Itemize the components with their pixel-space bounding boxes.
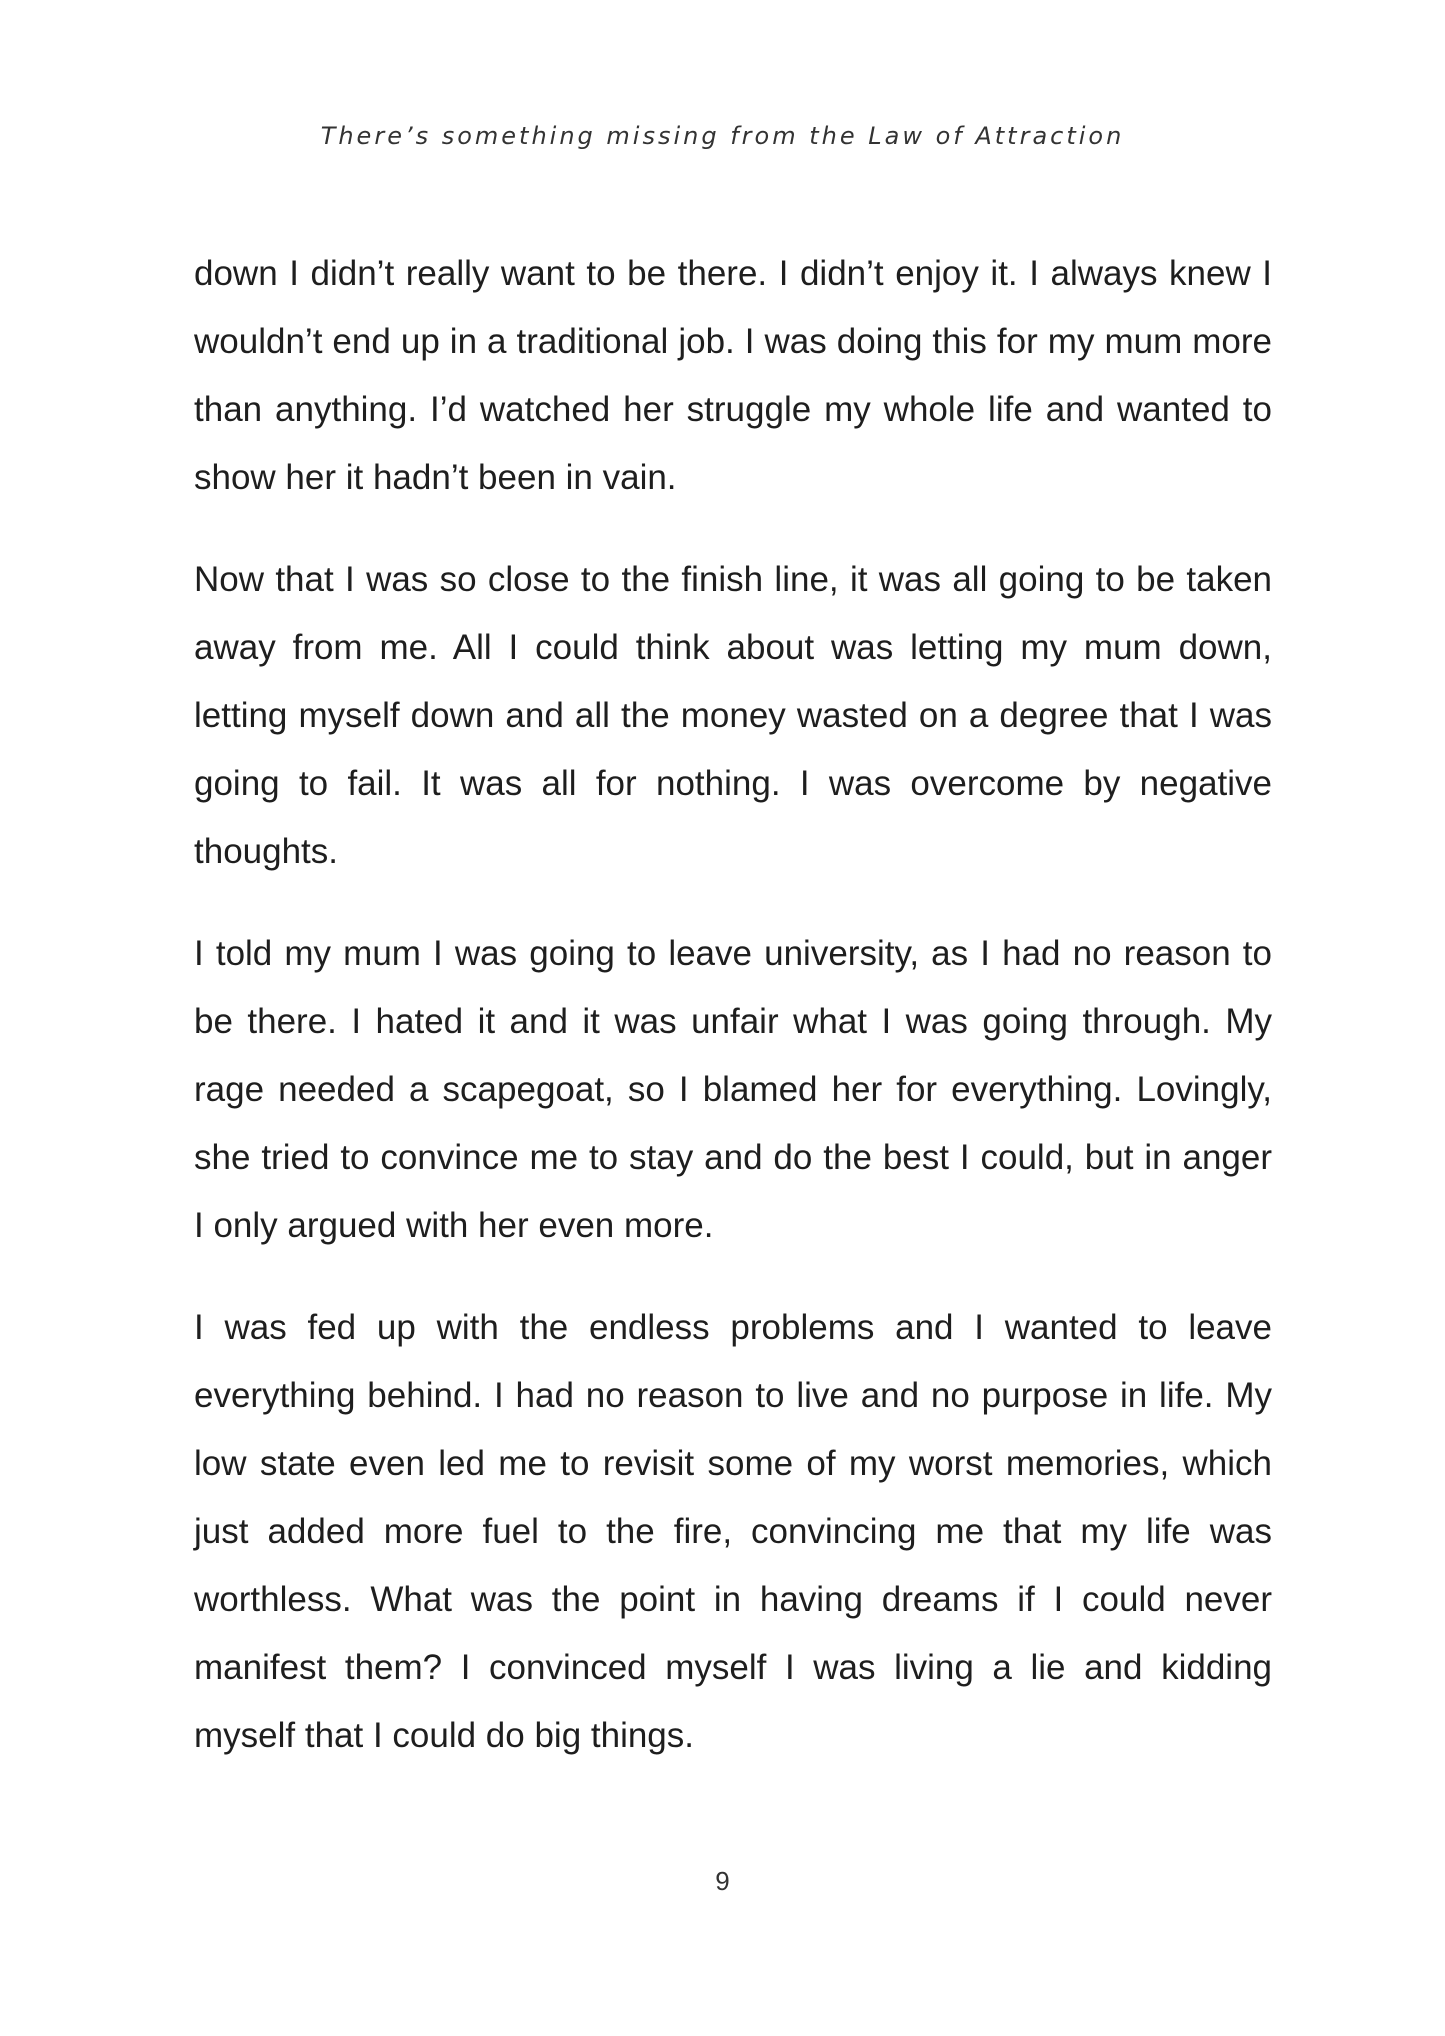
body-text	[194, 240, 1272, 1804]
paragraph-1: down I didn’t really want to be there. I didn’t enjoy it. I always knew I wouldn’t end up in a traditional job. I was doing this for my mum more than anything. I’d watched her struggle my whole life and wanted to show her it hadn’t been in vain.	[194, 254, 1272, 497]
page-number: 9	[715, 1866, 730, 1896]
paragraph-3: I told my mum I was going to leave university, as I had no reason to be there. I hated it and it was unfair what I was going through. My rage needed a scapegoat, so I blamed her for everything. Lovingly, she tried to convince me to stay and do the best I could, but in anger I only argued with her even more.	[194, 934, 1272, 1245]
running-head: There’s something missing from the Law of Attraction	[320, 122, 1125, 150]
paragraph-4: I was fed up with the endless problems and I wanted to leave everything behind. I had no reason to live and no purpose in life. My low state even led me to revisit some of my worst memories, which just added more fuel to the fire, convincing me that my life was worthless. What was the point in having dreams if I could never manifest them? I convinced myself I was living a lie and kidding myself that I could do big things.	[194, 1308, 1272, 1755]
paragraph-2: Now that I was so close to the finish line, it was all going to be taken away from me. All I could think about was letting my mum down, letting myself down and all the money wasted on a degree that I was going to fail. It was all for nothing. I was overcome by negative thoughts.	[194, 560, 1272, 871]
